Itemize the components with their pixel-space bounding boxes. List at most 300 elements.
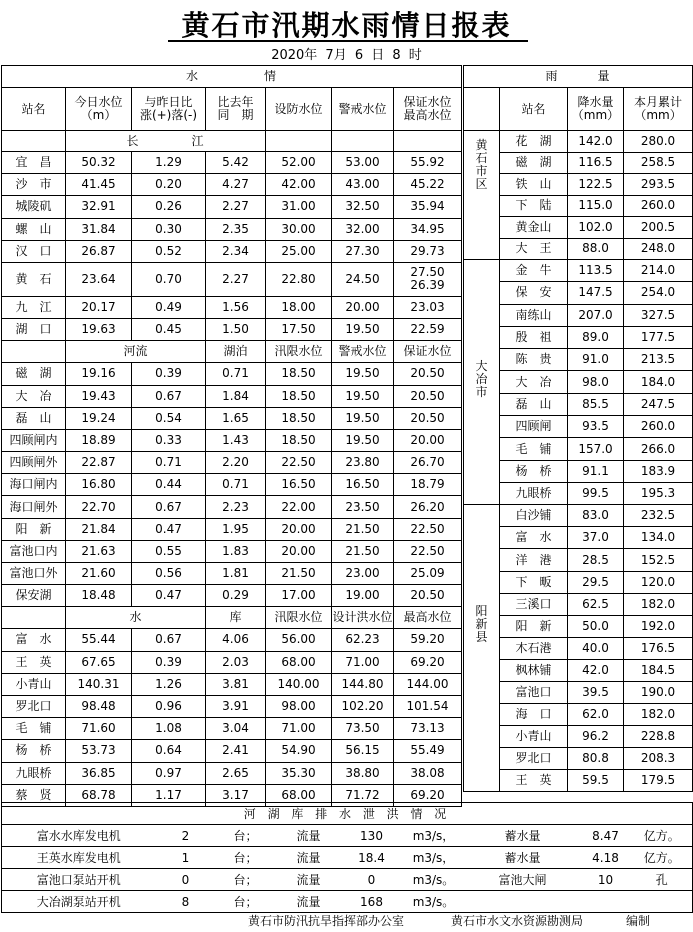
value-cell: 30.00 [266,218,332,240]
lake-row [2,474,462,496]
value-cell: 68.00 [266,651,332,673]
reservoir-name: 杨 桥 [2,740,66,762]
value-cell: 20.17 [66,296,132,318]
rain-station-name: 铁 山 [500,174,568,196]
rain-station-name: 磁 湖 [500,152,568,174]
value-cell: 67.65 [66,651,132,673]
value-cell: 69.20 [394,651,462,673]
value-cell: 152.5 [624,549,693,571]
rain-region-label: 大 冶 市 [464,260,500,505]
reservoir-name: 罗北口 [2,695,66,717]
value-cell [466,891,580,913]
rain-station-name: 白沙铺 [500,505,568,527]
value-cell: 0.70 [132,262,206,296]
rain-section-row [464,66,693,88]
value-cell: 228.8 [624,726,693,748]
value-cell: 177.5 [624,326,693,348]
value-cell: 50.32 [66,152,132,174]
value-cell: 25.09 [394,563,462,585]
value-cell: 71.00 [332,651,394,673]
station-name: 阳 新 [2,518,66,540]
value-cell: 0.71 [132,452,206,474]
river-row [2,296,462,318]
value-cell: 20.50 [394,363,462,385]
value-cell: 195.3 [624,482,693,504]
value-cell: 35.94 [394,196,462,218]
value-cell: 190.0 [624,682,693,704]
value-cell: 207.0 [568,304,624,326]
rain-station-name: 富 水 [500,527,568,549]
value-cell: 20.50 [394,385,462,407]
value-cell: 27.30 [332,240,394,262]
value-cell: 18.79 [394,474,462,496]
value-cell: 36.85 [66,762,132,784]
value-cell: 266.0 [624,438,693,460]
value-cell: 台； [216,825,276,847]
value-cell: 2.23 [206,496,266,518]
value-cell: 0.54 [132,407,206,429]
value-cell: 42.0 [568,659,624,681]
value-cell: 1.43 [206,429,266,451]
value-cell: 27.50 26.39 [394,262,462,296]
value-cell: 62.5 [568,593,624,615]
station-name: 四顾闸内 [2,429,66,451]
value-cell: 17.50 [266,319,332,341]
value-cell: 38.80 [332,762,394,784]
river-row [2,196,462,218]
rain-station-name: 大 王 [500,238,568,260]
value-cell: 140.00 [266,673,332,695]
value-cell: 184.5 [624,659,693,681]
value-cell: 1.84 [206,385,266,407]
value-cell: 2 [156,825,216,847]
value-cell: 2.34 [206,240,266,262]
reservoir-name: 富 水 [2,629,66,651]
water-col-header-4: 设防水位 [266,88,332,131]
value-cell: 5.42 [206,152,266,174]
value-cell: 台； [216,891,276,913]
value-cell: 19.00 [332,585,394,607]
blank-cell [332,131,394,152]
value-cell: 16.80 [66,474,132,496]
rain-station-name: 下 畈 [500,571,568,593]
value-cell: 32.00 [332,218,394,240]
value-cell: 流量 [276,869,342,891]
value-cell: 168 [342,891,402,913]
discharge-table [1,802,693,913]
reservoir-name: 王 英 [2,651,66,673]
blank-cell [2,131,66,152]
value-cell: 22.70 [66,496,132,518]
lake-section-river: 河流 [66,341,206,363]
station-name: 磊 山 [2,407,66,429]
lake-section-lake: 湖泊 [206,341,266,363]
value-cell: 23.50 [332,496,394,518]
value-cell: 38.08 [394,762,462,784]
reservoir-row [2,673,462,695]
value-cell: 232.5 [624,505,693,527]
value-cell: 4.06 [206,629,266,651]
value-cell: 流量 [276,891,342,913]
value-cell: 68.78 [66,784,132,806]
value-cell: 200.5 [624,217,693,239]
value-cell: 1.65 [206,407,266,429]
reservoir-row [2,629,462,651]
value-cell: 62.23 [332,629,394,651]
reservoir-section-water: 水 [66,607,206,629]
value-cell: 台； [216,869,276,891]
value-cell: 流量 [276,847,342,869]
value-cell: 144.80 [332,673,394,695]
lake-row [2,429,462,451]
value-cell: 134.0 [624,527,693,549]
value-cell: 116.5 [568,152,624,174]
value-cell: 16.50 [266,474,332,496]
rain-region-label: 阳 新 县 [464,505,500,792]
station-name: 湖 口 [2,319,66,341]
value-cell: 18.50 [266,429,332,451]
station-name: 海口闸外 [2,496,66,518]
water-header-row [2,88,462,131]
reservoir-name: 蔡 贤 [2,784,66,806]
river-section-row [2,131,462,152]
water-section-row [2,66,462,88]
reservoir-row [2,695,462,717]
lake-row [2,407,462,429]
value-cell: 89.0 [568,326,624,348]
value-cell: 83.0 [568,505,624,527]
value-cell: 34.95 [394,218,462,240]
value-cell: 0.30 [132,218,206,240]
value-cell: 1.50 [206,319,266,341]
value-cell: 0.71 [206,474,266,496]
value-cell: 富池大闸 [466,869,580,891]
value-cell: 19.50 [332,407,394,429]
value-cell: 115.0 [568,195,624,217]
station-name: 黄 石 [2,262,66,296]
value-cell: 1.56 [206,296,266,318]
value-cell: 21.84 [66,518,132,540]
value-cell: 260.0 [624,416,693,438]
river-row [2,174,462,196]
rain-station-name: 南练山 [500,304,568,326]
rain-col-header-0: 站名 [500,88,568,131]
value-cell: 29.5 [568,571,624,593]
river-row [2,218,462,240]
water-col-header-1: 今日水位 （m） [66,88,132,131]
river-row [2,240,462,262]
station-name: 螺 山 [2,218,66,240]
blank-cell [394,131,462,152]
value-cell: 2.65 [206,762,266,784]
station-name: 磁 湖 [2,363,66,385]
discharge-title-row [2,803,693,825]
value-cell: 0.39 [132,363,206,385]
lake-row [2,563,462,585]
value-cell [580,891,632,913]
blank-cell [2,341,66,363]
value-cell: 0.47 [132,518,206,540]
value-cell: 3.81 [206,673,266,695]
value-cell: 55.92 [394,152,462,174]
value-cell: 52.00 [266,152,332,174]
rain-station-name: 金 牛 [500,260,568,282]
blank-cell [2,607,66,629]
rain-station-name: 毛 铺 [500,438,568,460]
value-cell: 18.00 [266,296,332,318]
footer-bureau: 黄石市水文水资源勘测局 [451,914,584,928]
rain-station-name: 磊 山 [500,393,568,415]
value-cell: 26.70 [394,452,462,474]
value-cell: 1.83 [206,540,266,562]
value-cell: 2.27 [206,262,266,296]
value-cell: 24.50 [332,262,394,296]
footer-office: 黄石市防汛抗旱指挥部办公室 [248,914,405,928]
lake-row [2,585,462,607]
value-cell: 19.43 [66,385,132,407]
value-cell: 55.44 [66,629,132,651]
value-cell: 258.5 [624,152,693,174]
value-cell: 3.04 [206,718,266,740]
value-cell: 69.20 [394,784,462,806]
value-cell: 37.0 [568,527,624,549]
value-cell: 21.50 [266,563,332,585]
reservoir-name: 小青山 [2,673,66,695]
value-cell: 91.0 [568,349,624,371]
value-cell: 8.47 [580,825,632,847]
value-cell: 17.00 [266,585,332,607]
value-cell: 蓄水量 [466,825,580,847]
value-cell: 260.0 [624,195,693,217]
value-cell: 0.45 [132,319,206,341]
value-cell: 蓄水量 [466,847,580,869]
value-cell: 0.97 [132,762,206,784]
value-cell: 98.0 [568,371,624,393]
value-cell: 1.81 [206,563,266,585]
facility-name: 王英水库发电机 [2,847,156,869]
value-cell: 176.5 [624,637,693,659]
value-cell: 71.60 [66,718,132,740]
value-cell: 56.00 [266,629,332,651]
lake-col-guarantee: 保证水位 [394,341,462,363]
value-cell: 53.73 [66,740,132,762]
value-cell: 31.84 [66,218,132,240]
value-cell: 208.3 [624,748,693,770]
value-cell: 120.0 [624,571,693,593]
value-cell: 35.30 [266,762,332,784]
value-cell: m3/s， [402,825,466,847]
rainfall-table [463,65,693,792]
value-cell: 32.50 [332,196,394,218]
value-cell: 3.91 [206,695,266,717]
rain-row [464,131,693,153]
value-cell: 179.5 [624,770,693,792]
value-cell: 0.39 [132,651,206,673]
station-name: 城陵矶 [2,196,66,218]
lake-row [2,540,462,562]
lake-row [2,385,462,407]
value-cell: 1.95 [206,518,266,540]
reservoir-row [2,762,462,784]
value-cell: 31.00 [266,196,332,218]
value-cell: 20.00 [266,518,332,540]
value-cell: 102.0 [568,217,624,239]
rain-station-name: 洋 港 [500,549,568,571]
value-cell: 台； [216,847,276,869]
value-cell: 182.0 [624,704,693,726]
discharge-title: 河 湖 库 排 水 泄 洪 情 况 [2,803,693,825]
value-cell: 4.18 [580,847,632,869]
rain-station-name: 杨 桥 [500,460,568,482]
rain-station-name: 王 英 [500,770,568,792]
reservoir-section-row [2,607,462,629]
value-cell: 50.0 [568,615,624,637]
value-cell: 55.49 [394,740,462,762]
value-cell: 18.50 [266,363,332,385]
value-cell: 142.0 [568,131,624,153]
rain-row [464,505,693,527]
value-cell: 22.50 [394,540,462,562]
reservoir-section-res: 库 [206,607,266,629]
value-cell: 91.1 [568,460,624,482]
value-cell: 16.50 [332,474,394,496]
value-cell: 0.71 [206,363,266,385]
value-cell: 孔 [632,869,693,891]
value-cell: 22.87 [66,452,132,474]
value-cell: 0 [342,869,402,891]
value-cell: 0.52 [132,240,206,262]
value-cell: 102.20 [332,695,394,717]
value-cell: 0.26 [132,196,206,218]
lake-row [2,496,462,518]
blank-cell [266,131,332,152]
station-name: 四顾闸外 [2,452,66,474]
facility-name: 大冶湖泵站开机 [2,891,156,913]
value-cell: 8 [156,891,216,913]
value-cell: 23.64 [66,262,132,296]
value-cell: 88.0 [568,238,624,260]
value-cell: 21.50 [332,518,394,540]
value-cell: 19.50 [332,385,394,407]
reservoir-row [2,718,462,740]
reservoir-row [2,651,462,673]
rain-station-name: 枫林铺 [500,659,568,681]
value-cell: 22.50 [394,518,462,540]
value-cell: 19.63 [66,319,132,341]
value-cell: 22.80 [266,262,332,296]
water-col-header-6: 保证水位 最高水位 [394,88,462,131]
value-cell: 0.67 [132,385,206,407]
value-cell: 22.50 [266,452,332,474]
rain-station-name: 三溪口 [500,593,568,615]
reservoir-name: 毛 铺 [2,718,66,740]
value-cell: 0.29 [206,585,266,607]
value-cell: 20.00 [394,429,462,451]
value-cell: 40.0 [568,637,624,659]
water-col-header-0: 站名 [2,88,66,131]
rain-header-row [464,88,693,131]
value-cell: 0 [156,869,216,891]
station-name: 汉 口 [2,240,66,262]
rain-station-name: 殷 祖 [500,326,568,348]
value-cell: 122.5 [568,174,624,196]
reservoir-name: 九眼桥 [2,762,66,784]
report-title: 黄石市汛期水雨情日报表 [181,9,512,42]
rain-station-name: 富池口 [500,682,568,704]
value-cell: 59.5 [568,770,624,792]
value-cell: 293.5 [624,174,693,196]
value-cell: 0.44 [132,474,206,496]
value-cell: 93.5 [568,416,624,438]
value-cell: 18.50 [266,385,332,407]
reservoir-row [2,740,462,762]
station-name: 富池口外 [2,563,66,585]
value-cell: 18.89 [66,429,132,451]
facility-name: 富池口泵站开机 [2,869,156,891]
value-cell: 0.96 [132,695,206,717]
rain-region-label: 黄 石 市 区 [464,131,500,260]
blank-cell [464,88,500,131]
value-cell: 254.0 [624,282,693,304]
value-cell: 213.5 [624,349,693,371]
value-cell: 147.5 [568,282,624,304]
value-cell: 53.00 [332,152,394,174]
value-cell: 25.00 [266,240,332,262]
value-cell: 20.50 [394,585,462,607]
rain-station-name: 保 安 [500,282,568,304]
value-cell: 28.5 [568,549,624,571]
lake-row [2,452,462,474]
value-cell: 2.03 [206,651,266,673]
value-cell: 56.15 [332,740,394,762]
value-cell: 4.27 [206,174,266,196]
value-cell: 247.5 [624,393,693,415]
value-cell: 113.5 [568,260,624,282]
value-cell: 73.13 [394,718,462,740]
rain-station-name: 陈 贵 [500,349,568,371]
rain-station-name: 黄金山 [500,217,568,239]
station-name: 宜 昌 [2,152,66,174]
river-section-title: 长 江 [66,131,266,152]
river-row [2,319,462,341]
value-cell: 182.0 [624,593,693,615]
value-cell: 26.87 [66,240,132,262]
water-col-header-2: 与昨日比 涨(+)落(-) [132,88,206,131]
station-name: 大 冶 [2,385,66,407]
rain-section-title: 雨 量 [464,66,693,88]
lake-col-limit: 汛限水位 [266,341,332,363]
value-cell: 1.29 [132,152,206,174]
value-cell: 42.00 [266,174,332,196]
value-cell: 98.00 [266,695,332,717]
station-name: 海口闸内 [2,474,66,496]
value-cell: 18.48 [66,585,132,607]
value-cell: 21.50 [332,540,394,562]
value-cell: 0.56 [132,563,206,585]
value-cell: 140.31 [66,673,132,695]
value-cell: 45.22 [394,174,462,196]
footer-suffix: 编制 [626,914,651,928]
value-cell: 183.9 [624,460,693,482]
station-name: 保安湖 [2,585,66,607]
value-cell: 192.0 [624,615,693,637]
water-section-title: 水 情 [2,66,462,88]
value-cell: 0.49 [132,296,206,318]
value-cell: 21.60 [66,563,132,585]
value-cell: 54.90 [266,740,332,762]
rain-station-name: 罗北口 [500,748,568,770]
value-cell: 亿方。 [632,825,693,847]
